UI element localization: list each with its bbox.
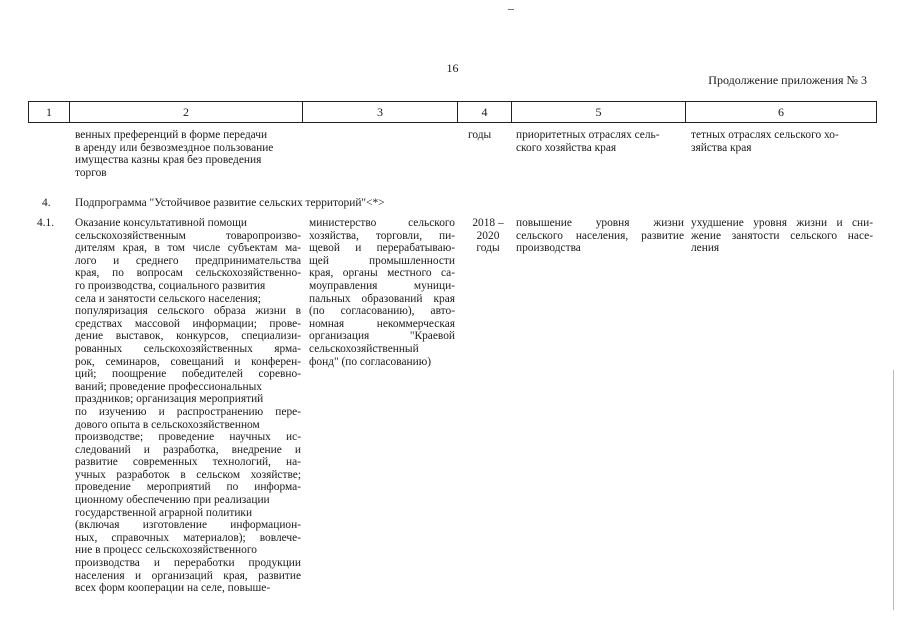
text-line: средствах массовой информации; прове- xyxy=(75,317,301,330)
text-line: следований и разработка, внедрение и xyxy=(75,443,301,456)
text-line: щевой и перерабатываю- xyxy=(309,242,455,255)
prev-row-term: годы xyxy=(468,129,492,141)
text-line: дение выставок, конкурсов, специализи- xyxy=(75,330,301,343)
prev-row-result: приоритетных отраслях сель- ского хозяйства края xyxy=(516,129,660,154)
text-line: ухудшение уровня жизни и сни- xyxy=(691,217,873,229)
text-line: сельскохозяйственным товаропроизво- xyxy=(75,229,301,242)
prev-row-consequence: тетных отраслях сельского хо- зяйства края xyxy=(691,129,839,154)
scan-dot xyxy=(508,9,514,10)
text-line: моуправления муници- xyxy=(309,279,455,292)
text-line: пальных образований края xyxy=(309,292,455,305)
text-line: номная некоммерческая xyxy=(309,317,455,330)
text-line: (включая изготовление информацион- xyxy=(75,519,301,532)
implementation-term: 2018 – 2020 годы xyxy=(472,217,504,255)
text-line: фонд" (по согласованию) xyxy=(309,355,432,368)
subprogram-number: 4. xyxy=(42,197,51,209)
text-line: щей промышленности xyxy=(309,254,455,267)
text-line: производства xyxy=(516,242,581,255)
text-line: учных разработок в сельском хозяйстве; xyxy=(75,468,301,481)
text-line: населения и организаций края, развитие xyxy=(75,569,301,582)
text-line: сельскохозяйственный xyxy=(309,342,419,355)
text-line: государственной аграрной политики xyxy=(75,506,253,519)
text-line: популяризация сельского образа жизни в xyxy=(75,305,301,318)
text-line: села и занятости сельского населения; xyxy=(75,292,261,305)
column-header-6: 6 xyxy=(778,104,784,119)
text-line: ционному обеспечению при реализации xyxy=(75,494,270,507)
text-line: организация "Краевой xyxy=(309,330,455,343)
page-number: 16 xyxy=(446,61,459,75)
subprogram-title: Подпрограмма "Устойчивое развитие сельских территорий"<*> xyxy=(75,197,385,209)
text-line: проведение мероприятий по информа- xyxy=(75,481,301,494)
column-header-1: 1 xyxy=(29,102,70,122)
column-header-5: 5 xyxy=(512,102,686,122)
text-line: рованных сельскохозяйственных ярма- xyxy=(75,342,301,355)
text-line: дового опыта в сельскохозяйственном xyxy=(75,418,260,431)
text-line: края, по вопросам сельскохозяйственно- xyxy=(75,267,301,280)
prev-row-measure-text: венных преференций в форме передачи в аренду или безвозмездное пользование имущества казны края без проведения торгов xyxy=(75,129,274,179)
text-line: праздников; организация мероприятий xyxy=(75,393,264,406)
text-line: сельского населения, развитие xyxy=(516,229,684,242)
table-header-row xyxy=(28,101,877,123)
continuation-title: Продолжение приложения № 3 xyxy=(708,73,867,87)
text-line: ления xyxy=(691,242,720,255)
text-line: хозяйства, торговли, пи- xyxy=(309,229,455,242)
text-line: министерство сельского xyxy=(309,217,455,229)
non-implementation-consequence xyxy=(691,217,873,255)
text-line: дителям края, в том числе субъектам ма- xyxy=(75,242,301,255)
text-line: производства и переработки продукции xyxy=(75,557,301,570)
measure-description xyxy=(75,217,301,595)
text-line: жение занятости сельского насе- xyxy=(691,229,873,242)
text-line: лого и среднего предпринимательства xyxy=(75,254,301,267)
text-line: (по согласованию), авто- xyxy=(309,305,455,318)
text-line: го производства, социального развития xyxy=(75,279,266,292)
scan-edge-mark xyxy=(893,370,894,610)
text-line: края, органы местного са- xyxy=(309,267,455,280)
column-header-3: 3 xyxy=(303,102,458,122)
text-line: рок, семинаров, совещаний и конферен- xyxy=(75,355,301,368)
column-header-2: 2 xyxy=(70,102,303,122)
row-number: 4.1. xyxy=(37,217,55,229)
expected-result xyxy=(516,217,684,255)
text-line: ваний; проведение профессиональных xyxy=(75,380,262,393)
column-header-4: 4 xyxy=(458,102,512,122)
text-line: ных, справочных материалов); вовлече- xyxy=(75,531,301,544)
text-line: Оказание консультативной помощи xyxy=(75,217,247,229)
text-line: повышение уровня жизни xyxy=(516,217,684,229)
text-line: ций; поощрение победителей соревно- xyxy=(75,368,301,381)
text-line: производстве; проведение научных ис- xyxy=(75,431,301,444)
text-line: развитие современных технологий, на- xyxy=(75,456,301,469)
responsible-executors xyxy=(309,217,455,368)
text-line: ние в процесс сельскохозяйственного xyxy=(75,544,257,557)
text-line: по изучению и распространению пере- xyxy=(75,405,301,418)
text-line: всех форм кооперации на селе, повыше- xyxy=(75,582,271,595)
